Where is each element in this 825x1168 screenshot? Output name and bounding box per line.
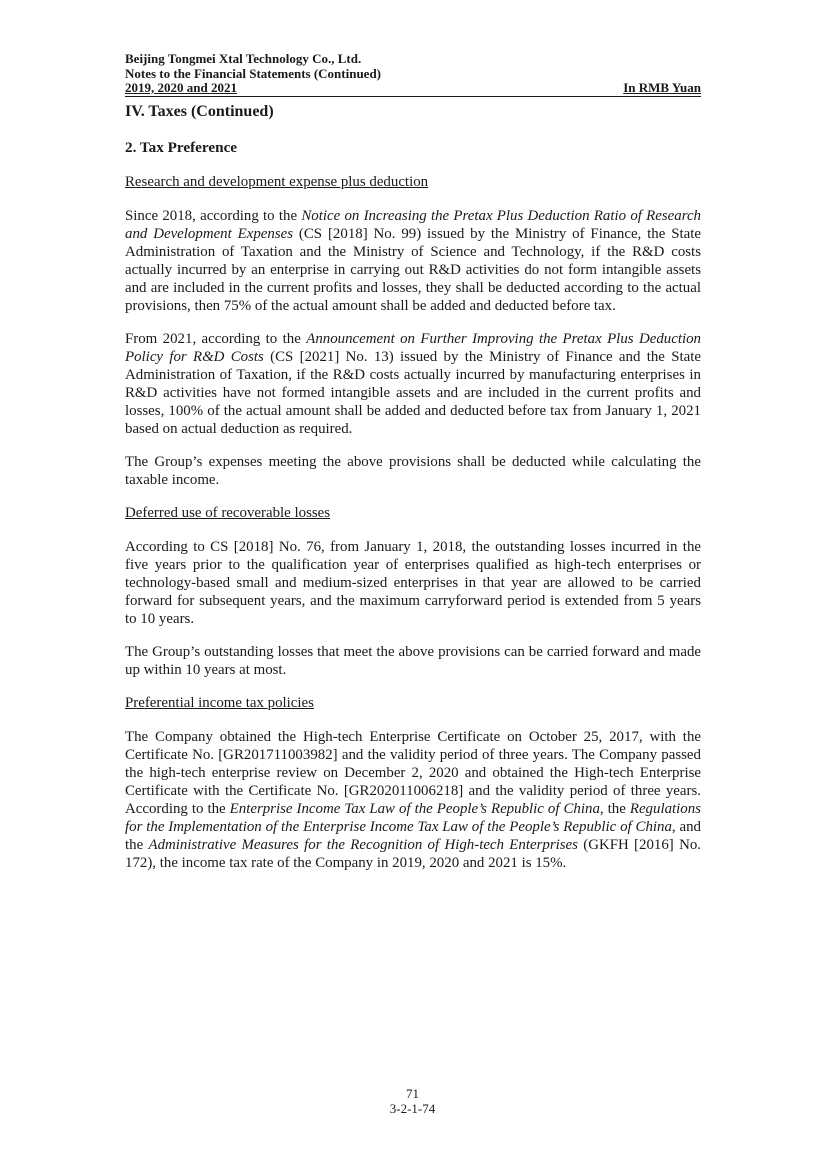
rd-deduction-heading: Research and development expense plus deduction: [125, 174, 429, 190]
losses-paragraph-2: The Group’s outstanding losses that meet the above provisions can be carried forward and made up within 10 years at most.: [125, 644, 701, 678]
page-header: [125, 52, 701, 97]
reporting-years: 2019, 2020 and 2021: [125, 80, 237, 95]
notes-title: Notes to the Financial Statements (Continued): [125, 65, 382, 81]
text-run: , the: [599, 801, 630, 817]
text-run: (CS [2018] No. 99) issued by the Ministry of Finance, the State Administration of Taxation and the Ministry of Science and Technology, if the R&D costs actually incurred by an enterprise in carrying out R&D activities do not form intangible assets and are included in the current profits and losses, they shall be deducted according to the actual provisions, then 75% of the actual amount shall be added and deducted before tax.: [125, 226, 701, 314]
subsection-title: 2. Tax Preference: [125, 139, 238, 156]
text-run: Since 2018, according to the: [125, 208, 302, 224]
text-run: The Company obtained the High-tech Enterprise Certificate on October 25, 2017, with the Certificate No. [GR201711003982] and the validity period of three years. The Company passed the high-tech enterprise review on December 2, 2020 and obtained the High-tech Enterprise Certificate with the Certificate No. [GR202011006218] and the validity period of three years. According to the: [125, 729, 701, 817]
currency-label: In RMB Yuan: [623, 80, 701, 95]
page-reference: 3-2-1-74: [389, 1101, 436, 1116]
rd-paragraph-3: The Group’s expenses meeting the above provisions shall be deducted while calculating the taxable income.: [125, 454, 701, 488]
rd-paragraph-1: [125, 207, 701, 315]
text-run: From 2021, according to the: [125, 331, 307, 347]
text-run: , and the: [125, 819, 701, 853]
section-title: IV. Taxes (Continued): [125, 103, 274, 120]
company-name: Beijing Tongmei Xtal Technology Co., Ltd.: [125, 51, 362, 66]
law-title-italic: Enterprise Income Tax Law of the People’s Republic of China: [229, 801, 600, 817]
page-footer: [0, 1086, 825, 1116]
regulations-title-italic: Regulations for the Implementation of the Enterprise Income Tax Law of the People’s Republic of China: [125, 801, 701, 835]
text-run: (CS [2021] No. 13) issued by the Ministry of Finance and the State Administration of Taxation, if the R&D costs actually incurred by manufacturing enterprises in R&D activities have not formed intangible assets and are included in the current profits and losses, 100% of the actual amount shall be added and deducted before tax from January 1, 2021 based on actual deduction as required.: [125, 349, 701, 437]
main-content: [125, 138, 701, 887]
measures-title-italic: Administrative Measures for the Recognition of High-tech Enterprises: [148, 837, 578, 853]
income-tax-heading: Preferential income tax policies: [125, 695, 314, 711]
income-tax-paragraph: [125, 728, 701, 872]
text-run: (GKFH [2016] No. 172), the income tax rate of the Company in 2019, 2020 and 2021 is 15%.: [125, 837, 701, 871]
announcement-title-italic: Announcement on Further Improving the Pretax Plus Deduction Policy for R&D Costs: [125, 331, 701, 365]
header-rule-line: [125, 81, 701, 97]
notice-title-italic: Notice on Increasing the Pretax Plus Deduction Ratio of Research and Development Expenses: [125, 208, 701, 242]
rd-paragraph-2: [125, 330, 701, 438]
losses-heading: Deferred use of recoverable losses: [125, 505, 331, 521]
page-number: 71: [406, 1086, 419, 1101]
losses-paragraph-1: According to CS [2018] No. 76, from January 1, 2018, the outstanding losses incurred in the five years prior to the qualification year of enterprises qualified as high-tech enterprises or technology-based small and medium-sized enterprises in that year are allowed to be carried forward for subsequent years, and the maximum carryforward period is extended from 5 years to 10 years.: [125, 539, 701, 627]
